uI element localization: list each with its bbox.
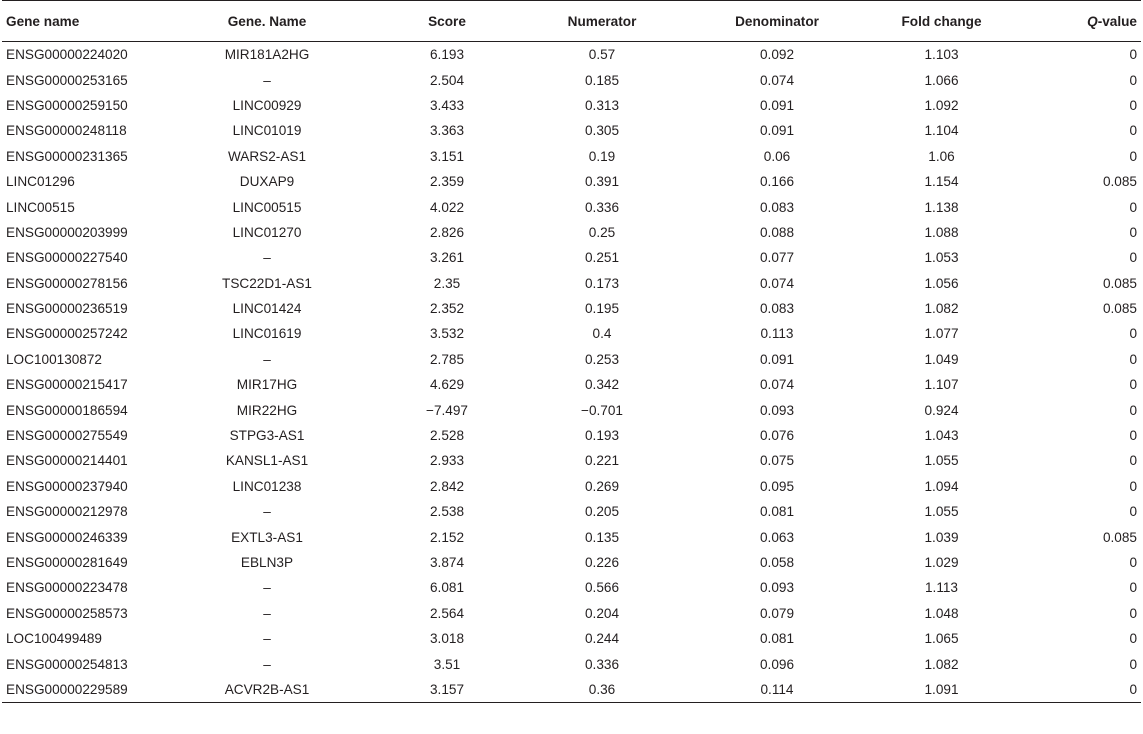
cell-fold-change: 1.091 bbox=[872, 677, 1011, 703]
cell-q-value: 0 bbox=[1129, 478, 1137, 494]
cell-score: 2.842 bbox=[429, 478, 465, 494]
header-fold-change: Fold change bbox=[872, 1, 1011, 42]
cell-gene-symbol: KANSL1-AS1 bbox=[225, 453, 309, 469]
cell-gene-name: LINC01296 bbox=[6, 174, 75, 190]
cell-score: 3.532 bbox=[429, 326, 465, 342]
cell-score: 6.081 bbox=[429, 580, 465, 596]
cell-q-value: 0 bbox=[1129, 97, 1137, 113]
cell-score: 2.538 bbox=[429, 504, 465, 520]
cell-gene-symbol: LINC01424 bbox=[232, 301, 302, 317]
table-row bbox=[2, 372, 1141, 397]
cell-gene-symbol: STPG3-AS1 bbox=[229, 428, 305, 444]
cell-denominator: 0.095 bbox=[759, 478, 795, 494]
cell-fold-change: 1.048 bbox=[924, 605, 959, 621]
cell-gene-name: ENSG00000254813 bbox=[6, 656, 128, 672]
cell-gene-symbol: LINC01019 bbox=[232, 123, 302, 139]
cell-score: 3.157 bbox=[372, 677, 522, 703]
cell-fold-change: 1.138 bbox=[924, 199, 959, 215]
table-row bbox=[2, 144, 1141, 169]
header-numerator: Numerator bbox=[522, 1, 682, 42]
table-row bbox=[2, 220, 1141, 245]
cell-denominator: 0.063 bbox=[759, 529, 795, 545]
cell-gene-symbol: MIR181A2HG bbox=[224, 47, 310, 63]
table-row bbox=[2, 626, 1141, 651]
table-row bbox=[2, 296, 1141, 321]
cell-score: 3.874 bbox=[429, 555, 465, 570]
cell-denominator: 0.076 bbox=[759, 428, 795, 444]
cell-denominator: 0.074 bbox=[759, 72, 795, 88]
cell-gene-name: ENSG00000275549 bbox=[6, 428, 128, 444]
cell-q-value: 0.085 bbox=[1102, 275, 1137, 291]
cell-numerator: 0.251 bbox=[584, 250, 620, 266]
cell-gene-symbol: – bbox=[263, 580, 271, 596]
cell-fold-change: 1.055 bbox=[924, 504, 959, 520]
cell-q-value: 0 bbox=[1129, 402, 1137, 418]
cell-score: 2.35 bbox=[433, 275, 461, 291]
cell-denominator: 0.092 bbox=[759, 47, 795, 63]
table-row bbox=[2, 499, 1141, 524]
cell-q-value: 0 bbox=[1129, 504, 1137, 520]
cell-numerator: 0.25 bbox=[588, 224, 616, 240]
cell-fold-change: 1.104 bbox=[924, 123, 959, 139]
cell-q-value: 0 bbox=[1129, 580, 1137, 596]
cell-score: 2.528 bbox=[429, 428, 465, 444]
cell-gene-name: ENSG00000229589 bbox=[2, 677, 162, 703]
table-row bbox=[2, 271, 1141, 296]
cell-gene-symbol: LINC01270 bbox=[232, 224, 302, 240]
cell-gene-name: LOC100499489 bbox=[6, 631, 102, 647]
cell-numerator: 0.193 bbox=[584, 428, 620, 444]
cell-denominator: 0.081 bbox=[759, 631, 795, 647]
cell-score: 2.352 bbox=[429, 301, 465, 317]
cell-fold-change: 1.056 bbox=[924, 275, 959, 291]
table-row bbox=[2, 67, 1141, 92]
cell-gene-symbol: LINC01238 bbox=[232, 478, 302, 494]
cell-score: 3.151 bbox=[429, 148, 465, 164]
table-row bbox=[2, 575, 1141, 600]
cell-gene-name: ENSG00000278156 bbox=[6, 275, 128, 291]
cell-score: 3.51 bbox=[433, 656, 461, 672]
cell-q-value: 0 bbox=[1129, 605, 1137, 621]
cell-score: 3.433 bbox=[429, 97, 465, 113]
cell-q-value: 0 bbox=[1129, 199, 1137, 215]
header-row bbox=[2, 1, 1141, 42]
table-row bbox=[2, 93, 1141, 118]
header-score: Score bbox=[372, 1, 522, 42]
cell-gene-symbol: – bbox=[263, 72, 271, 88]
cell-gene-symbol: LINC00929 bbox=[232, 97, 302, 113]
cell-numerator: 0.135 bbox=[584, 529, 620, 545]
cell-gene-name: ENSG00000246339 bbox=[6, 529, 128, 545]
cell-denominator: 0.074 bbox=[759, 377, 795, 393]
cell-fold-change: 1.103 bbox=[924, 47, 959, 63]
cell-numerator: 0.244 bbox=[584, 631, 620, 647]
cell-gene-name: ENSG00000224020 bbox=[6, 47, 128, 63]
cell-numerator: 0.204 bbox=[584, 605, 620, 621]
cell-score: −7.497 bbox=[426, 402, 468, 418]
cell-numerator: 0.313 bbox=[584, 97, 620, 113]
cell-numerator: 0.36 bbox=[522, 677, 682, 703]
cell-numerator: 0.253 bbox=[584, 351, 620, 367]
table-row bbox=[2, 448, 1141, 473]
cell-denominator: 0.077 bbox=[759, 250, 795, 266]
cell-score: 3.363 bbox=[429, 123, 465, 139]
cell-numerator: 0.19 bbox=[588, 148, 616, 164]
table-body bbox=[2, 42, 1141, 703]
cell-gene-symbol: MIR22HG bbox=[236, 402, 298, 418]
cell-fold-change: 1.154 bbox=[924, 174, 959, 190]
cell-denominator: 0.079 bbox=[759, 605, 795, 621]
cell-fold-change: 1.088 bbox=[924, 224, 959, 240]
cell-score: 2.152 bbox=[429, 529, 465, 545]
cell-gene-name: ENSG00000231365 bbox=[6, 148, 128, 164]
cell-q-value: 0 bbox=[1129, 224, 1137, 240]
cell-fold-change: 1.029 bbox=[924, 555, 959, 570]
cell-fold-change: 1.113 bbox=[924, 580, 958, 596]
cell-gene-name: ENSG00000248118 bbox=[6, 123, 127, 139]
table-row bbox=[2, 524, 1141, 549]
table-row bbox=[2, 194, 1141, 219]
cell-gene-name: ENSG00000214401 bbox=[6, 453, 128, 469]
cell-denominator: 0.083 bbox=[759, 301, 795, 317]
cell-score: 2.933 bbox=[429, 453, 465, 469]
cell-gene-symbol: – bbox=[263, 504, 271, 520]
table-row bbox=[2, 347, 1141, 372]
cell-numerator: 0.221 bbox=[584, 453, 620, 469]
cell-gene-symbol: LINC01619 bbox=[232, 326, 302, 342]
cell-gene-symbol: EXTL3-AS1 bbox=[231, 529, 303, 545]
cell-q-value: 0 bbox=[1129, 123, 1137, 139]
cell-gene-symbol: MIR17HG bbox=[236, 377, 298, 393]
cell-gene-symbol: TSC22D1-AS1 bbox=[222, 275, 312, 291]
cell-gene-name: ENSG00000259150 bbox=[6, 97, 128, 113]
cell-q-value: 0 bbox=[1129, 377, 1137, 393]
table-row bbox=[2, 550, 1141, 575]
cell-score: 2.785 bbox=[429, 351, 465, 367]
cell-gene-symbol: – bbox=[263, 351, 271, 367]
cell-numerator: 0.205 bbox=[584, 504, 620, 520]
cell-fold-change: 1.039 bbox=[924, 529, 959, 545]
cell-denominator: 0.166 bbox=[759, 174, 795, 190]
cell-gene-name: ENSG00000215417 bbox=[6, 377, 128, 393]
cell-denominator: 0.091 bbox=[759, 97, 795, 113]
table-row bbox=[2, 677, 1141, 703]
cell-q-value: 0 bbox=[1129, 148, 1137, 164]
cell-denominator: 0.114 bbox=[682, 677, 872, 703]
cell-gene-symbol: – bbox=[263, 605, 271, 621]
table-row bbox=[2, 42, 1141, 68]
cell-fold-change: 1.082 bbox=[924, 656, 959, 672]
cell-denominator: 0.091 bbox=[759, 123, 795, 139]
cell-q-value: 0 bbox=[1011, 677, 1141, 703]
cell-fold-change: 1.055 bbox=[924, 453, 959, 469]
table-row bbox=[2, 651, 1141, 676]
cell-gene-name: ENSG00000257242 bbox=[6, 326, 128, 342]
cell-gene-name: ENSG00000258573 bbox=[6, 605, 128, 621]
cell-denominator: 0.093 bbox=[759, 402, 795, 418]
table-row bbox=[2, 397, 1141, 422]
cell-denominator: 0.091 bbox=[759, 351, 795, 367]
cell-fold-change: 1.065 bbox=[924, 631, 959, 647]
cell-fold-change: 1.082 bbox=[924, 301, 959, 317]
table-row bbox=[2, 474, 1141, 499]
cell-denominator: 0.074 bbox=[759, 275, 795, 291]
cell-q-value: 0 bbox=[1129, 656, 1137, 672]
cell-gene-name: LINC00515 bbox=[6, 199, 75, 215]
cell-denominator: 0.075 bbox=[759, 453, 795, 469]
cell-denominator: 0.083 bbox=[759, 199, 795, 215]
cell-denominator: 0.113 bbox=[760, 326, 794, 342]
cell-score: 3.018 bbox=[429, 631, 465, 647]
cell-numerator: 0.342 bbox=[584, 377, 620, 393]
cell-numerator: 0.57 bbox=[588, 47, 616, 63]
cell-score: 4.629 bbox=[429, 377, 465, 393]
cell-gene-name: ENSG00000203999 bbox=[6, 224, 128, 240]
cell-score: 2.826 bbox=[429, 224, 465, 240]
cell-q-value: 0.085 bbox=[1102, 301, 1137, 317]
cell-denominator: 0.06 bbox=[763, 148, 791, 164]
cell-gene-symbol: – bbox=[263, 250, 271, 266]
cell-numerator: 0.336 bbox=[584, 656, 620, 672]
cell-score: 3.261 bbox=[429, 250, 465, 266]
cell-fold-change: 1.06 bbox=[928, 148, 955, 164]
table-row bbox=[2, 245, 1141, 270]
cell-gene-name: ENSG00000237940 bbox=[6, 478, 128, 494]
cell-gene-name: ENSG00000227540 bbox=[6, 250, 128, 266]
cell-gene-symbol: EBLN3P bbox=[240, 555, 294, 570]
cell-fold-change: 1.043 bbox=[924, 428, 959, 444]
cell-gene-symbol: DUXAP9 bbox=[239, 174, 295, 190]
cell-fold-change: 0.924 bbox=[924, 402, 959, 418]
cell-gene-symbol: ACVR2B-AS1 bbox=[162, 677, 372, 703]
cell-denominator: 0.093 bbox=[759, 580, 795, 596]
cell-score: 2.504 bbox=[429, 72, 465, 88]
cell-q-value: 0 bbox=[1129, 72, 1137, 88]
table-row bbox=[2, 169, 1141, 194]
cell-score: 2.359 bbox=[429, 174, 465, 190]
cell-fold-change: 1.066 bbox=[924, 72, 959, 88]
cell-score: 6.193 bbox=[429, 47, 465, 63]
header-gene-name: Gene name bbox=[2, 1, 162, 42]
cell-q-value: 0 bbox=[1129, 453, 1137, 469]
table-row bbox=[2, 118, 1141, 143]
table-row bbox=[2, 321, 1141, 346]
table-row bbox=[2, 601, 1141, 626]
cell-q-value: 0 bbox=[1129, 631, 1137, 647]
cell-score: 4.022 bbox=[429, 199, 465, 215]
cell-gene-symbol: – bbox=[263, 656, 271, 672]
cell-numerator: −0.701 bbox=[581, 402, 623, 418]
cell-q-value: 0.085 bbox=[1102, 174, 1137, 190]
cell-denominator: 0.058 bbox=[759, 555, 795, 570]
cell-q-value: 0 bbox=[1129, 428, 1137, 444]
header-denominator: Denominator bbox=[682, 1, 872, 42]
cell-q-value: 0 bbox=[1129, 250, 1137, 266]
cell-numerator: 0.336 bbox=[584, 199, 620, 215]
cell-numerator: 0.226 bbox=[584, 555, 620, 570]
cell-denominator: 0.081 bbox=[759, 504, 795, 520]
cell-gene-name: ENSG00000186594 bbox=[6, 402, 128, 418]
cell-numerator: 0.566 bbox=[584, 580, 620, 596]
cell-gene-name: ENSG00000212978 bbox=[6, 504, 128, 520]
cell-fold-change: 1.094 bbox=[924, 478, 959, 494]
cell-numerator: 0.185 bbox=[584, 72, 620, 88]
cell-gene-symbol: LINC00515 bbox=[232, 199, 302, 215]
header-gene-symbol: Gene. Name bbox=[162, 1, 372, 42]
cell-denominator: 0.096 bbox=[759, 656, 795, 672]
gene-table bbox=[2, 0, 1141, 703]
cell-fold-change: 1.092 bbox=[924, 97, 959, 113]
table-row bbox=[2, 423, 1141, 448]
cell-q-value: 0 bbox=[1129, 351, 1137, 367]
cell-score: 2.564 bbox=[429, 605, 465, 621]
cell-numerator: 0.305 bbox=[584, 123, 620, 139]
cell-numerator: 0.391 bbox=[584, 174, 620, 190]
cell-gene-symbol: WARS2-AS1 bbox=[227, 148, 307, 164]
cell-gene-name: ENSG00000223478 bbox=[6, 580, 128, 596]
cell-fold-change: 1.107 bbox=[924, 377, 959, 393]
header-q-value: Q-value bbox=[1011, 1, 1141, 42]
cell-numerator: 0.4 bbox=[592, 326, 612, 342]
cell-fold-change: 1.053 bbox=[924, 250, 959, 266]
cell-gene-name: ENSG00000236519 bbox=[6, 301, 128, 317]
cell-gene-symbol: – bbox=[263, 631, 271, 647]
cell-q-value: 0 bbox=[1129, 47, 1137, 63]
cell-gene-name: LOC100130872 bbox=[6, 351, 102, 367]
cell-fold-change: 1.077 bbox=[924, 326, 959, 342]
cell-gene-name: ENSG00000253165 bbox=[6, 72, 128, 88]
cell-gene-name: ENSG00000281649 bbox=[6, 555, 128, 570]
cell-denominator: 0.088 bbox=[759, 224, 795, 240]
cell-q-value: 0.085 bbox=[1102, 529, 1137, 545]
cell-fold-change: 1.049 bbox=[924, 351, 959, 367]
cell-q-value: 0 bbox=[1129, 555, 1137, 570]
cell-numerator: 0.173 bbox=[584, 275, 620, 291]
cell-numerator: 0.195 bbox=[584, 301, 620, 317]
cell-q-value: 0 bbox=[1129, 326, 1137, 342]
cell-numerator: 0.269 bbox=[584, 478, 620, 494]
